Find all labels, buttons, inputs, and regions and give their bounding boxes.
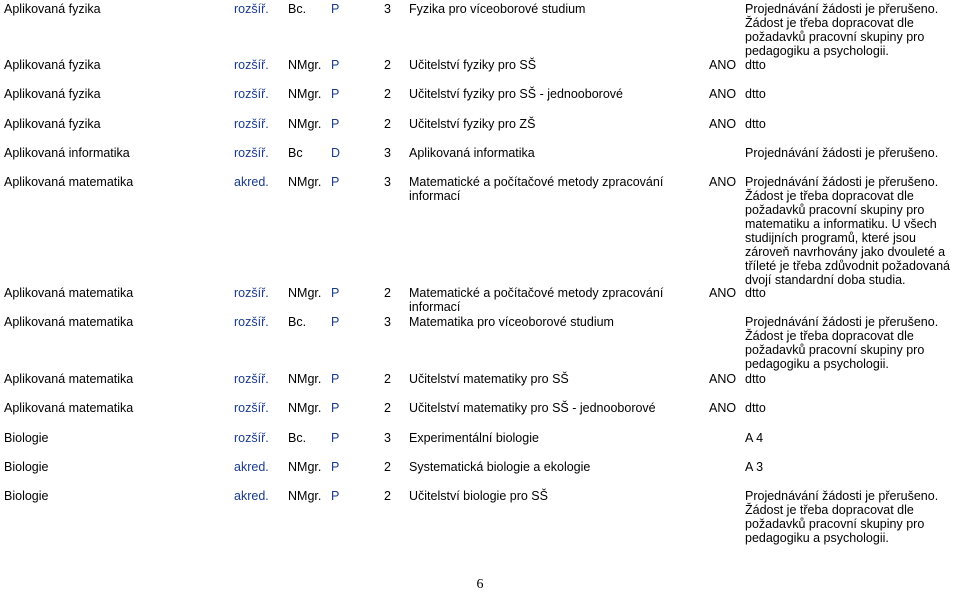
study-length: 2 <box>384 117 391 131</box>
application-type: rozšíř. <box>234 2 269 16</box>
study-length: 2 <box>384 87 391 101</box>
decision-note: A 4 <box>745 431 764 445</box>
field-name: Aplikovaná matematika <box>4 286 134 300</box>
study-programme: Systematická biologie a ekologie <box>409 460 591 474</box>
decision-note: Projednávání žádosti je přerušeno. Žádost je třeba dopracovat dle požadavků pracovní skupiny pro pedagogiku a psychologii. <box>745 489 939 545</box>
degree-type: Bc. <box>288 315 307 329</box>
decision-note: Projednávání žádosti je přerušeno. Žádost je třeba dopracovat dle požadavků pracovní skupiny pro pedagogiku a psychologii. <box>745 2 939 58</box>
study-form: P <box>331 286 340 300</box>
approval-flag: ANO <box>709 175 737 189</box>
degree-type: NMgr. <box>288 372 322 386</box>
study-length: 3 <box>384 431 391 445</box>
study-programme: Učitelství matematiky pro SŠ - jednooborové <box>409 401 656 415</box>
application-type: rozšíř. <box>234 372 269 386</box>
study-length: 3 <box>384 2 391 16</box>
study-form: P <box>331 315 340 329</box>
field-name: Biologie <box>4 460 49 474</box>
field-name: Aplikovaná fyzika <box>4 2 101 16</box>
study-length: 2 <box>384 489 391 503</box>
decision-note: dtto <box>745 286 766 300</box>
study-programme: Učitelství fyziky pro ZŠ <box>409 117 536 131</box>
study-form: P <box>331 175 340 189</box>
decision-note: dtto <box>745 117 766 131</box>
study-programme: Experimentální biologie <box>409 431 539 445</box>
application-type: rozšíř. <box>234 146 269 160</box>
approval-flag: ANO <box>709 286 737 300</box>
degree-type: NMgr. <box>288 87 322 101</box>
application-type: rozšíř. <box>234 431 269 445</box>
study-length: 2 <box>384 401 391 415</box>
application-type: akred. <box>234 460 269 474</box>
study-form: P <box>331 460 340 474</box>
field-name: Aplikovaná matematika <box>4 401 134 415</box>
application-type: rozšíř. <box>234 117 269 131</box>
application-type: rozšíř. <box>234 286 269 300</box>
study-form: P <box>331 2 340 16</box>
approval-flag: ANO <box>709 401 737 415</box>
approval-flag: ANO <box>709 117 737 131</box>
study-programme: Aplikovaná informatika <box>409 146 535 160</box>
study-programme: Matematické a počítačové metody zpracování informací <box>409 175 664 203</box>
page-number: 6 <box>476 577 484 592</box>
study-programme: Učitelství biologie pro SŠ <box>409 489 548 503</box>
approval-flag: ANO <box>709 58 737 72</box>
application-type: akred. <box>234 175 269 189</box>
application-type: rozšíř. <box>234 58 269 72</box>
study-length: 3 <box>384 175 391 189</box>
field-name: Aplikovaná matematika <box>4 372 134 386</box>
decision-note: A 3 <box>745 460 764 474</box>
study-form: P <box>331 372 340 386</box>
study-form: P <box>331 431 340 445</box>
degree-type: NMgr. <box>288 117 322 131</box>
study-programme: Učitelství fyziky pro SŠ <box>409 58 537 72</box>
application-type: rozšíř. <box>234 87 269 101</box>
degree-type: NMgr. <box>288 401 322 415</box>
decision-note: dtto <box>745 87 766 101</box>
application-type: akred. <box>234 489 269 503</box>
degree-type: NMgr. <box>288 489 322 503</box>
approval-flag: ANO <box>709 372 737 386</box>
application-type: rozšíř. <box>234 315 269 329</box>
degree-type: NMgr. <box>288 460 322 474</box>
study-length: 2 <box>384 372 391 386</box>
degree-type: NMgr. <box>288 175 322 189</box>
degree-type: Bc. <box>288 2 307 16</box>
degree-type: Bc <box>288 146 303 160</box>
degree-type: Bc. <box>288 431 307 445</box>
field-name: Aplikovaná matematika <box>4 175 134 189</box>
study-length: 3 <box>384 315 391 329</box>
study-length: 2 <box>384 286 391 300</box>
application-type: rozšíř. <box>234 401 269 415</box>
field-name: Aplikovaná fyzika <box>4 117 101 131</box>
decision-note: dtto <box>745 401 766 415</box>
field-name: Biologie <box>4 489 49 503</box>
study-programme: Matematické a počítačové metody zpracování informací <box>409 286 664 314</box>
study-length: 3 <box>384 146 391 160</box>
field-name: Aplikovaná matematika <box>4 315 134 329</box>
study-form: D <box>331 146 341 160</box>
study-form: P <box>331 117 340 131</box>
field-name: Aplikovaná fyzika <box>4 87 101 101</box>
study-length: 2 <box>384 58 391 72</box>
field-name: Biologie <box>4 431 49 445</box>
approval-flag: ANO <box>709 87 737 101</box>
study-programme: Fyzika pro víceoborové studium <box>409 2 586 16</box>
degree-type: NMgr. <box>288 286 322 300</box>
study-programme: Matematika pro víceoborové studium <box>409 315 614 329</box>
decision-note: dtto <box>745 372 766 386</box>
decision-note: Projednávání žádosti je přerušeno. <box>745 146 939 160</box>
study-form: P <box>331 58 340 72</box>
decision-note: Projednávání žádosti je přerušeno. Žádost je třeba dopracovat dle požadavků pracovní skupiny pro matematiku a informatiku. U všech studijních programů, které jsou zároveň navrhovány jako dvouleté a tříleté je třeba zdůvodnit požadovaná dvojí standardní doba studia. <box>745 175 950 287</box>
study-programme: Učitelství matematiky pro SŠ <box>409 372 569 386</box>
study-programme: Učitelství fyziky pro SŠ - jednooborové <box>409 87 623 101</box>
field-name: Aplikovaná informatika <box>4 146 130 160</box>
study-form: P <box>331 401 340 415</box>
study-form: P <box>331 87 340 101</box>
field-name: Aplikovaná fyzika <box>4 58 101 72</box>
decision-note: dtto <box>745 58 766 72</box>
degree-type: NMgr. <box>288 58 322 72</box>
study-length: 2 <box>384 460 391 474</box>
study-form: P <box>331 489 340 503</box>
decision-note: Projednávání žádosti je přerušeno. Žádost je třeba dopracovat dle požadavků pracovní skupiny pro pedagogiku a psychologii. <box>745 315 939 371</box>
